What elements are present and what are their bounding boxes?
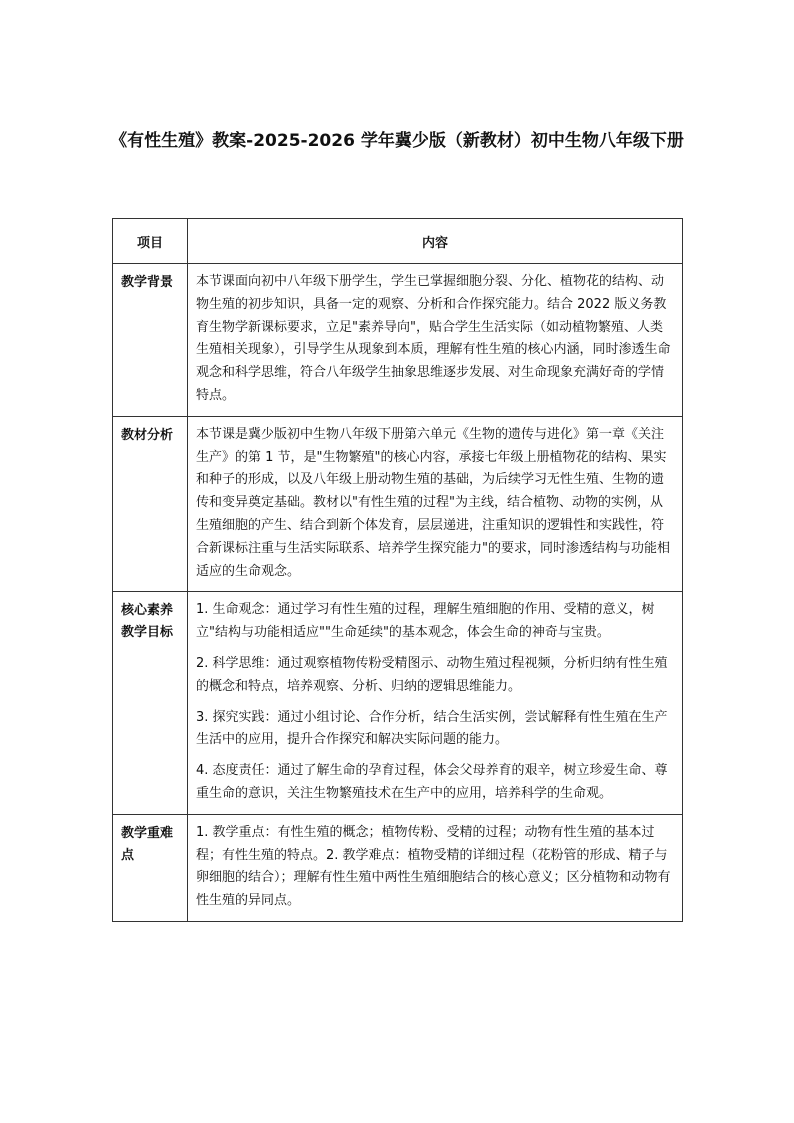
row-content <box>188 592 683 814</box>
row-label: 教学背景 <box>113 264 188 417</box>
content-paragraph: 3. 探究实践：通过小组讨论、合作分析，结合生活实例，尝试解释有性生殖在生产生活中的应用，提升合作探究和解决实际问题的能力。 <box>196 709 668 748</box>
content-paragraph: 本节课是冀少版初中生物八年级下册第六单元《生物的遗传与进化》第一章《关注生产》的第 1 节，是"生物繁殖"的核心内容，承接七年级上册植物花的结构、果实和种子的形成，以及八年级上册动物生殖的基础，为后续学习无性生殖、生物的遗传和变异奠定基础。教材以"有性生殖的过程"为主线，结合植物、动物的实例，从生殖细胞的产生、结合到新个体发育，层层递进，注重知识的逻辑性和实践性，符合新课标注重与生活实际联系、培养学生探究能力"的要求，同时渗透结构与功能相适应的生命观念。 <box>196 426 670 579</box>
content-paragraph: 2. 科学思维：通过观察植物传粉受精图示、动物生殖过程视频，分析归纳有性生殖的概念和特点，培养观察、分析、归纳的逻辑思维能力。 <box>196 655 668 694</box>
row-content <box>188 814 683 921</box>
row-label: 教材分析 <box>113 416 188 592</box>
table-header-row <box>113 219 683 264</box>
header-content: 内容 <box>188 219 683 264</box>
row-key-difficult-points <box>113 814 683 921</box>
content-paragraph: 1. 教学重点：有性生殖的概念；植物传粉、受精的过程；动物有性生殖的基本过程；有性生殖的特点。2. 教学难点：植物受精的详细过程（花粉管的形成、精子与卵细胞的结合）；理解有性生殖中两性生殖细胞结合的核心意义；区分植物和动物有性生殖的异同点。 <box>196 824 671 909</box>
row-core-literacy-goals <box>113 592 683 814</box>
row-textbook-analysis <box>113 416 683 592</box>
content-paragraph: 本节课面向初中八年级下册学生，学生已掌握细胞分裂、分化、植物花的结构、动物生殖的初步知识，具备一定的观察、分析和合作探究能力。结合 2022 版义务教育生物学新课标要求，立足"素养导向"，贴合学生生活实际（如动植物繁殖、人类生殖相关现象），引导学生从现象到本质，理解有性生殖的核心内涵，同时渗透生命观念和科学思维，符合八年级学生抽象思维逐步发展、对生命现象充满好奇的学情特点。 <box>196 274 671 403</box>
row-label: 核心素养教学目标 <box>113 592 188 814</box>
document-title: 《有性生殖》教案-2025-2026 学年冀少版（新教材）初中生物八年级下册 <box>110 131 684 151</box>
row-label: 教学重难点 <box>113 814 188 921</box>
content-paragraph: 1. 生命观念：通过学习有性生殖的过程，理解生殖细胞的作用、受精的意义，树立"结构与功能相适应""生命延续"的基本观念，体会生命的神奇与宝贵。 <box>196 602 655 641</box>
row-content <box>188 416 683 592</box>
row-teaching-background <box>113 264 683 417</box>
content-paragraph: 4. 态度责任：通过了解生命的孕育过程，体会父母养育的艰辛，树立珍爱生命、尊重生命的意识，关注生物繁殖技术在生产中的应用，培养科学的生命观。 <box>196 763 668 801</box>
header-item: 项目 <box>113 219 188 264</box>
row-content <box>188 264 683 417</box>
lesson-plan-table <box>112 218 683 922</box>
